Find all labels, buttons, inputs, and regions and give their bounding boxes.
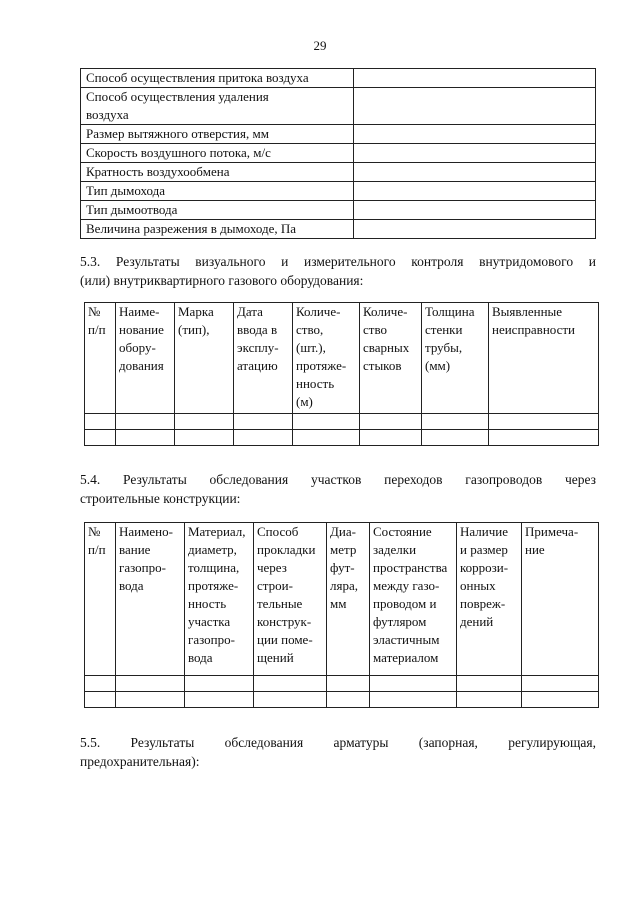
row-value — [354, 182, 596, 201]
row-label: Способ осуществления притока воздуха — [81, 69, 354, 88]
header-cell: Толщина стенки трубы, (мм) — [422, 303, 489, 414]
table-row — [81, 163, 596, 182]
row-label: Скорость воздушного потока, м/с — [81, 144, 354, 163]
header-cell: Наимено- вание газопро- вода — [116, 523, 185, 676]
header-cell: Примеча- ние — [522, 523, 599, 676]
table-row — [85, 414, 599, 430]
section-5-5-heading: 5.5. Результаты обследования арматуры (запорная, регулирующая, предохранительная): — [80, 735, 596, 769]
header-cell: Диа- метр фут- ляра, мм — [327, 523, 370, 676]
section-5-4-heading: 5.4. Результаты обследования участков переходов газопроводов через строительные конструкции: — [80, 472, 596, 506]
row-label: Тип дымохода — [81, 182, 354, 201]
table-row — [81, 201, 596, 220]
row-label: Тип дымоотвода — [81, 201, 354, 220]
table-row — [81, 144, 596, 163]
row-value — [354, 69, 596, 88]
table-row — [85, 676, 599, 692]
header-cell: Выявленные неисправности — [489, 303, 599, 414]
header-cell: Наиме- нование обору- дования — [116, 303, 175, 414]
section-5-3-heading: 5.3. Результаты визуального и измерительного контроля внутридомового и (или) внутриквартирного газового оборудования: — [80, 254, 596, 288]
table-row — [81, 220, 596, 239]
header-cell: № п/п — [85, 523, 116, 676]
table-row — [85, 430, 599, 446]
row-value — [354, 125, 596, 144]
row-value — [354, 220, 596, 239]
header-cell: Материал, диаметр, толщина, протяже- нность участка газопро- вода — [185, 523, 254, 676]
page-number: 29 — [313, 38, 327, 53]
row-value — [354, 144, 596, 163]
table-row — [81, 125, 596, 144]
row-label: Размер вытяжного отверстия, мм — [81, 125, 354, 144]
table-row — [85, 692, 599, 708]
header-cell: Способ прокладки через строи- тельные конструк- ции поме- щений — [254, 523, 327, 676]
header-cell: Количе- ство сварных стыков — [360, 303, 422, 414]
row-label: Величина разрежения в дымоходе, Па — [81, 220, 354, 239]
header-cell: Наличие и размер коррози- онных повреж- дений — [457, 523, 522, 676]
header-cell: Марка (тип), — [175, 303, 234, 414]
table-header-row — [85, 523, 599, 676]
header-cell: № п/п — [85, 303, 116, 414]
row-label: Способ осуществления удаления воздуха — [81, 88, 354, 125]
row-value — [354, 163, 596, 182]
pipe-crossings-table — [84, 522, 599, 708]
row-label: Кратность воздухообмена — [81, 163, 354, 182]
header-cell: Состояние заделки пространства между газо- проводом и футляром эластичным материалом — [370, 523, 457, 676]
header-cell: Дата ввода в эксплу- атацию — [234, 303, 293, 414]
header-cell: Количе- ство, (шт.), протяже- нность (м) — [293, 303, 360, 414]
table-row — [81, 88, 596, 125]
gas-equipment-table — [84, 302, 599, 446]
table-row — [81, 69, 596, 88]
row-value — [354, 88, 596, 125]
row-value — [354, 201, 596, 220]
table-header-row — [85, 303, 599, 414]
table-row — [81, 182, 596, 201]
ventilation-table — [80, 68, 596, 239]
